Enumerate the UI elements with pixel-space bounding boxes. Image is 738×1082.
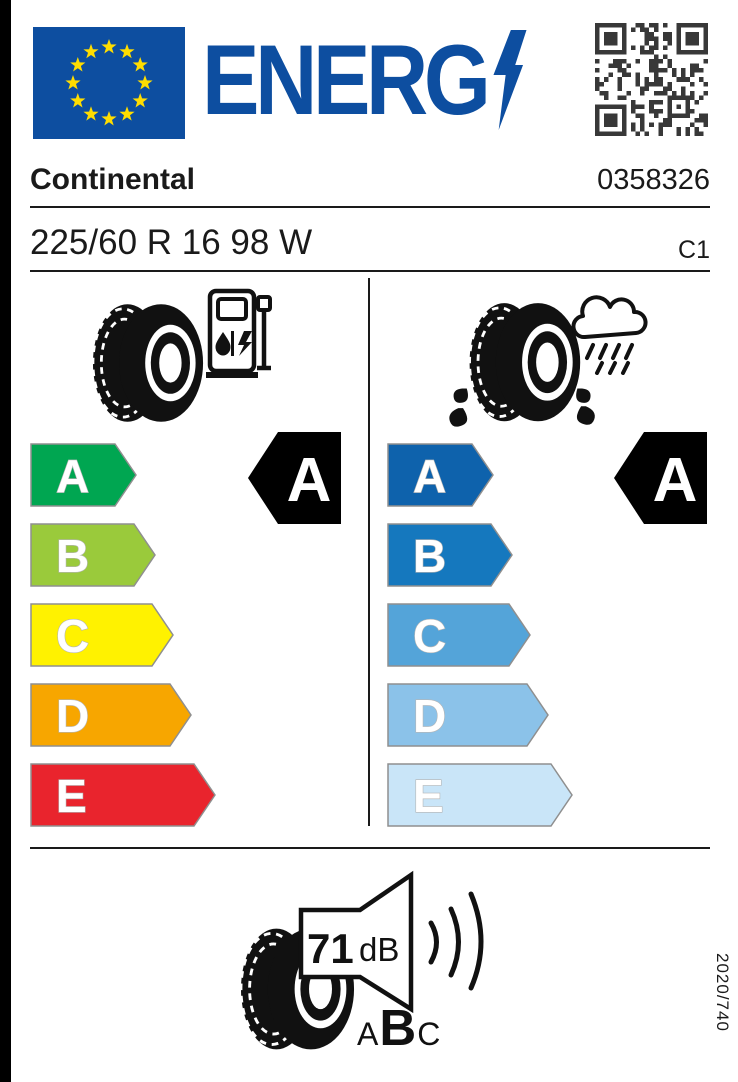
noise-class-b-rating: B: [379, 999, 417, 1056]
divider-line: [30, 847, 710, 849]
supplier-name: Continental: [30, 163, 195, 196]
scale-fuel-grade-D: [30, 683, 193, 747]
type-identifier: 0358326: [597, 164, 710, 196]
wet-grip-rating-letter: A: [652, 446, 698, 515]
energy-logo: [202, 24, 527, 136]
noise-value: 71: [307, 925, 354, 972]
rain-cloud-icon: [563, 289, 657, 375]
speaker-icon: [293, 864, 503, 1016]
column-divider: [368, 278, 370, 826]
divider-line: [30, 206, 710, 208]
grade-letter: D: [56, 690, 90, 742]
noise-unit: dB: [359, 931, 400, 968]
scale-wet-grade-A: [387, 443, 495, 507]
sound-waves-icon: [431, 894, 481, 988]
scale-wet-grade-C: [387, 603, 532, 667]
scale-wet-grade-B: [387, 523, 514, 587]
grade-letter: A: [56, 450, 90, 502]
grade-letter: B: [56, 530, 90, 582]
grade-letter: E: [56, 770, 87, 822]
fuel-rating-indicator: [248, 431, 342, 525]
regulation-number: 2020/740: [713, 953, 732, 1032]
noise-class-letters: [357, 998, 440, 1057]
scan-edge-artifact: [0, 0, 11, 1082]
qr-code: [595, 23, 708, 136]
energy-logo-text: ENERG: [202, 24, 487, 135]
wet-grip-rating-indicator: [614, 431, 708, 525]
scale-fuel-grade-A: [30, 443, 138, 507]
tire-icon: [92, 302, 204, 424]
energy-bolt-icon: [494, 30, 527, 130]
tire-size-designation: 225/60 R 16 98 W: [30, 223, 313, 262]
tire-class: C1: [678, 236, 710, 264]
scale-wet-grade-E: [387, 763, 574, 827]
grade-letter: E: [413, 770, 444, 822]
fuel-pump-icon: [206, 288, 276, 380]
grade-letter: C: [413, 610, 447, 662]
scale-fuel-grade-E: [30, 763, 217, 827]
scale-wet-grade-D: [387, 683, 550, 747]
divider-line: [30, 270, 710, 272]
scale-fuel-grade-B: [30, 523, 157, 587]
grade-letter: A: [413, 450, 447, 502]
noise-class-c: C: [417, 1016, 441, 1052]
fuel-efficiency-scale: [30, 443, 260, 843]
noise-class-a: A: [357, 1016, 379, 1052]
grade-letter: D: [413, 690, 447, 742]
scale-fuel-grade-C: [30, 603, 175, 667]
fuel-rating-letter: A: [286, 446, 332, 515]
wet-grip-scale: [387, 443, 617, 843]
eu-flag: [33, 27, 185, 139]
grade-letter: B: [413, 530, 447, 582]
grade-letter: C: [56, 610, 90, 662]
